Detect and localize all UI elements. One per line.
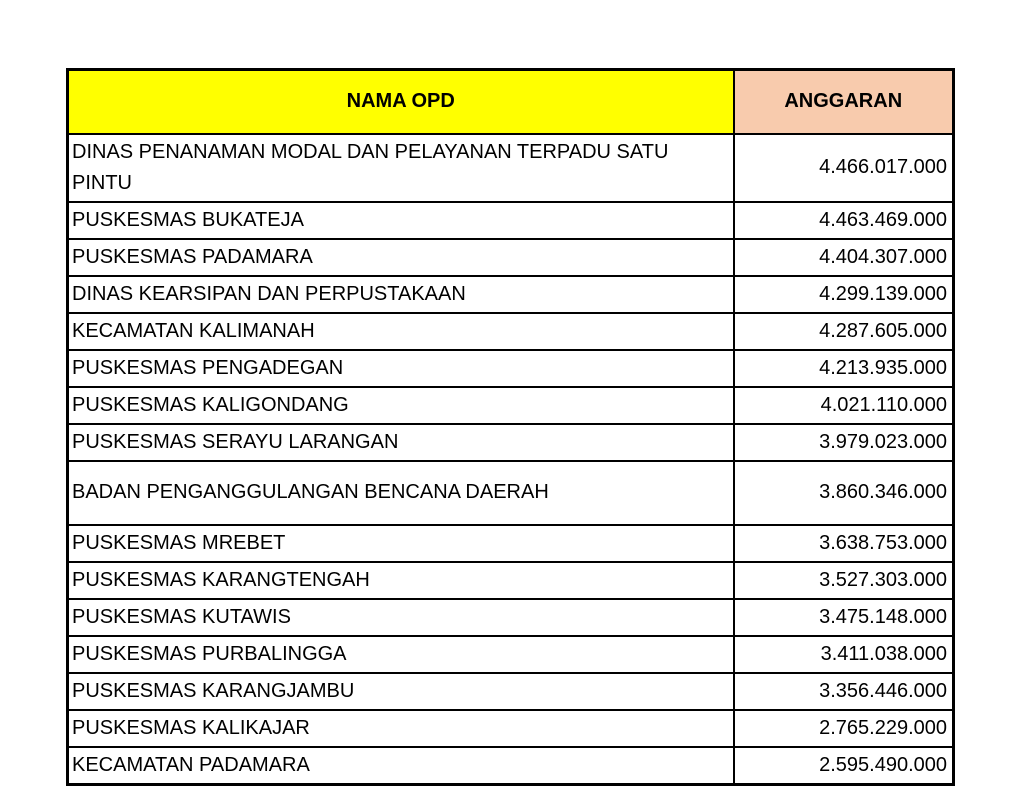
opd-name-cell: PUSKESMAS PENGADEGAN <box>68 350 734 387</box>
table-row <box>68 636 954 673</box>
opd-name-cell: DINAS PENANAMAN MODAL DAN PELAYANAN TERPADU SATU PINTU <box>68 134 734 202</box>
anggaran-value-cell: 4.287.605.000 <box>734 313 954 350</box>
table-row <box>68 424 954 461</box>
anggaran-value-cell: 4.463.469.000 <box>734 202 954 239</box>
opd-name-cell: KECAMATAN PADAMARA <box>68 747 734 785</box>
opd-name-cell: PUSKESMAS KALIGONDANG <box>68 387 734 424</box>
opd-name-cell: PUSKESMAS PADAMARA <box>68 239 734 276</box>
table-row <box>68 350 954 387</box>
opd-name-cell: PUSKESMAS MREBET <box>68 525 734 562</box>
anggaran-value-cell: 4.299.139.000 <box>734 276 954 313</box>
table-body <box>68 134 954 785</box>
table-row <box>68 387 954 424</box>
anggaran-value-cell: 4.213.935.000 <box>734 350 954 387</box>
table-row <box>68 562 954 599</box>
table-row <box>68 134 954 202</box>
anggaran-value-cell: 2.595.490.000 <box>734 747 954 785</box>
column-header-nama-opd: NAMA OPD <box>68 70 734 134</box>
table-row <box>68 313 954 350</box>
opd-name-cell: PUSKESMAS SERAYU LARANGAN <box>68 424 734 461</box>
opd-name-cell: DINAS KEARSIPAN DAN PERPUSTAKAAN <box>68 276 734 313</box>
table-row <box>68 710 954 747</box>
table-row <box>68 673 954 710</box>
opd-name-cell: PUSKESMAS KARANGJAMBU <box>68 673 734 710</box>
table-row <box>68 599 954 636</box>
opd-name-cell: PUSKESMAS BUKATEJA <box>68 202 734 239</box>
opd-name-cell: BADAN PENGANGGULANGAN BENCANA DAERAH <box>68 461 734 525</box>
anggaran-value-cell: 4.021.110.000 <box>734 387 954 424</box>
table-row <box>68 461 954 525</box>
anggaran-value-cell: 3.356.446.000 <box>734 673 954 710</box>
header-row <box>68 70 954 134</box>
anggaran-value-cell: 3.527.303.000 <box>734 562 954 599</box>
anggaran-value-cell: 4.404.307.000 <box>734 239 954 276</box>
anggaran-value-cell: 4.466.017.000 <box>734 134 954 202</box>
anggaran-value-cell: 3.475.148.000 <box>734 599 954 636</box>
table-row <box>68 202 954 239</box>
table-row <box>68 276 954 313</box>
opd-name-cell: PUSKESMAS PURBALINGGA <box>68 636 734 673</box>
opd-name-cell: PUSKESMAS KARANGTENGAH <box>68 562 734 599</box>
opd-budget-table <box>66 68 955 786</box>
opd-name-cell: KECAMATAN KALIMANAH <box>68 313 734 350</box>
anggaran-value-cell: 3.638.753.000 <box>734 525 954 562</box>
table-header <box>68 70 954 134</box>
opd-name-cell: PUSKESMAS KUTAWIS <box>68 599 734 636</box>
anggaran-value-cell: 2.765.229.000 <box>734 710 954 747</box>
column-header-anggaran: ANGGARAN <box>734 70 954 134</box>
anggaran-value-cell: 3.860.346.000 <box>734 461 954 525</box>
opd-name-cell: PUSKESMAS KALIKAJAR <box>68 710 734 747</box>
table-row <box>68 239 954 276</box>
table-row <box>68 747 954 785</box>
anggaran-value-cell: 3.979.023.000 <box>734 424 954 461</box>
anggaran-value-cell: 3.411.038.000 <box>734 636 954 673</box>
table-row <box>68 525 954 562</box>
